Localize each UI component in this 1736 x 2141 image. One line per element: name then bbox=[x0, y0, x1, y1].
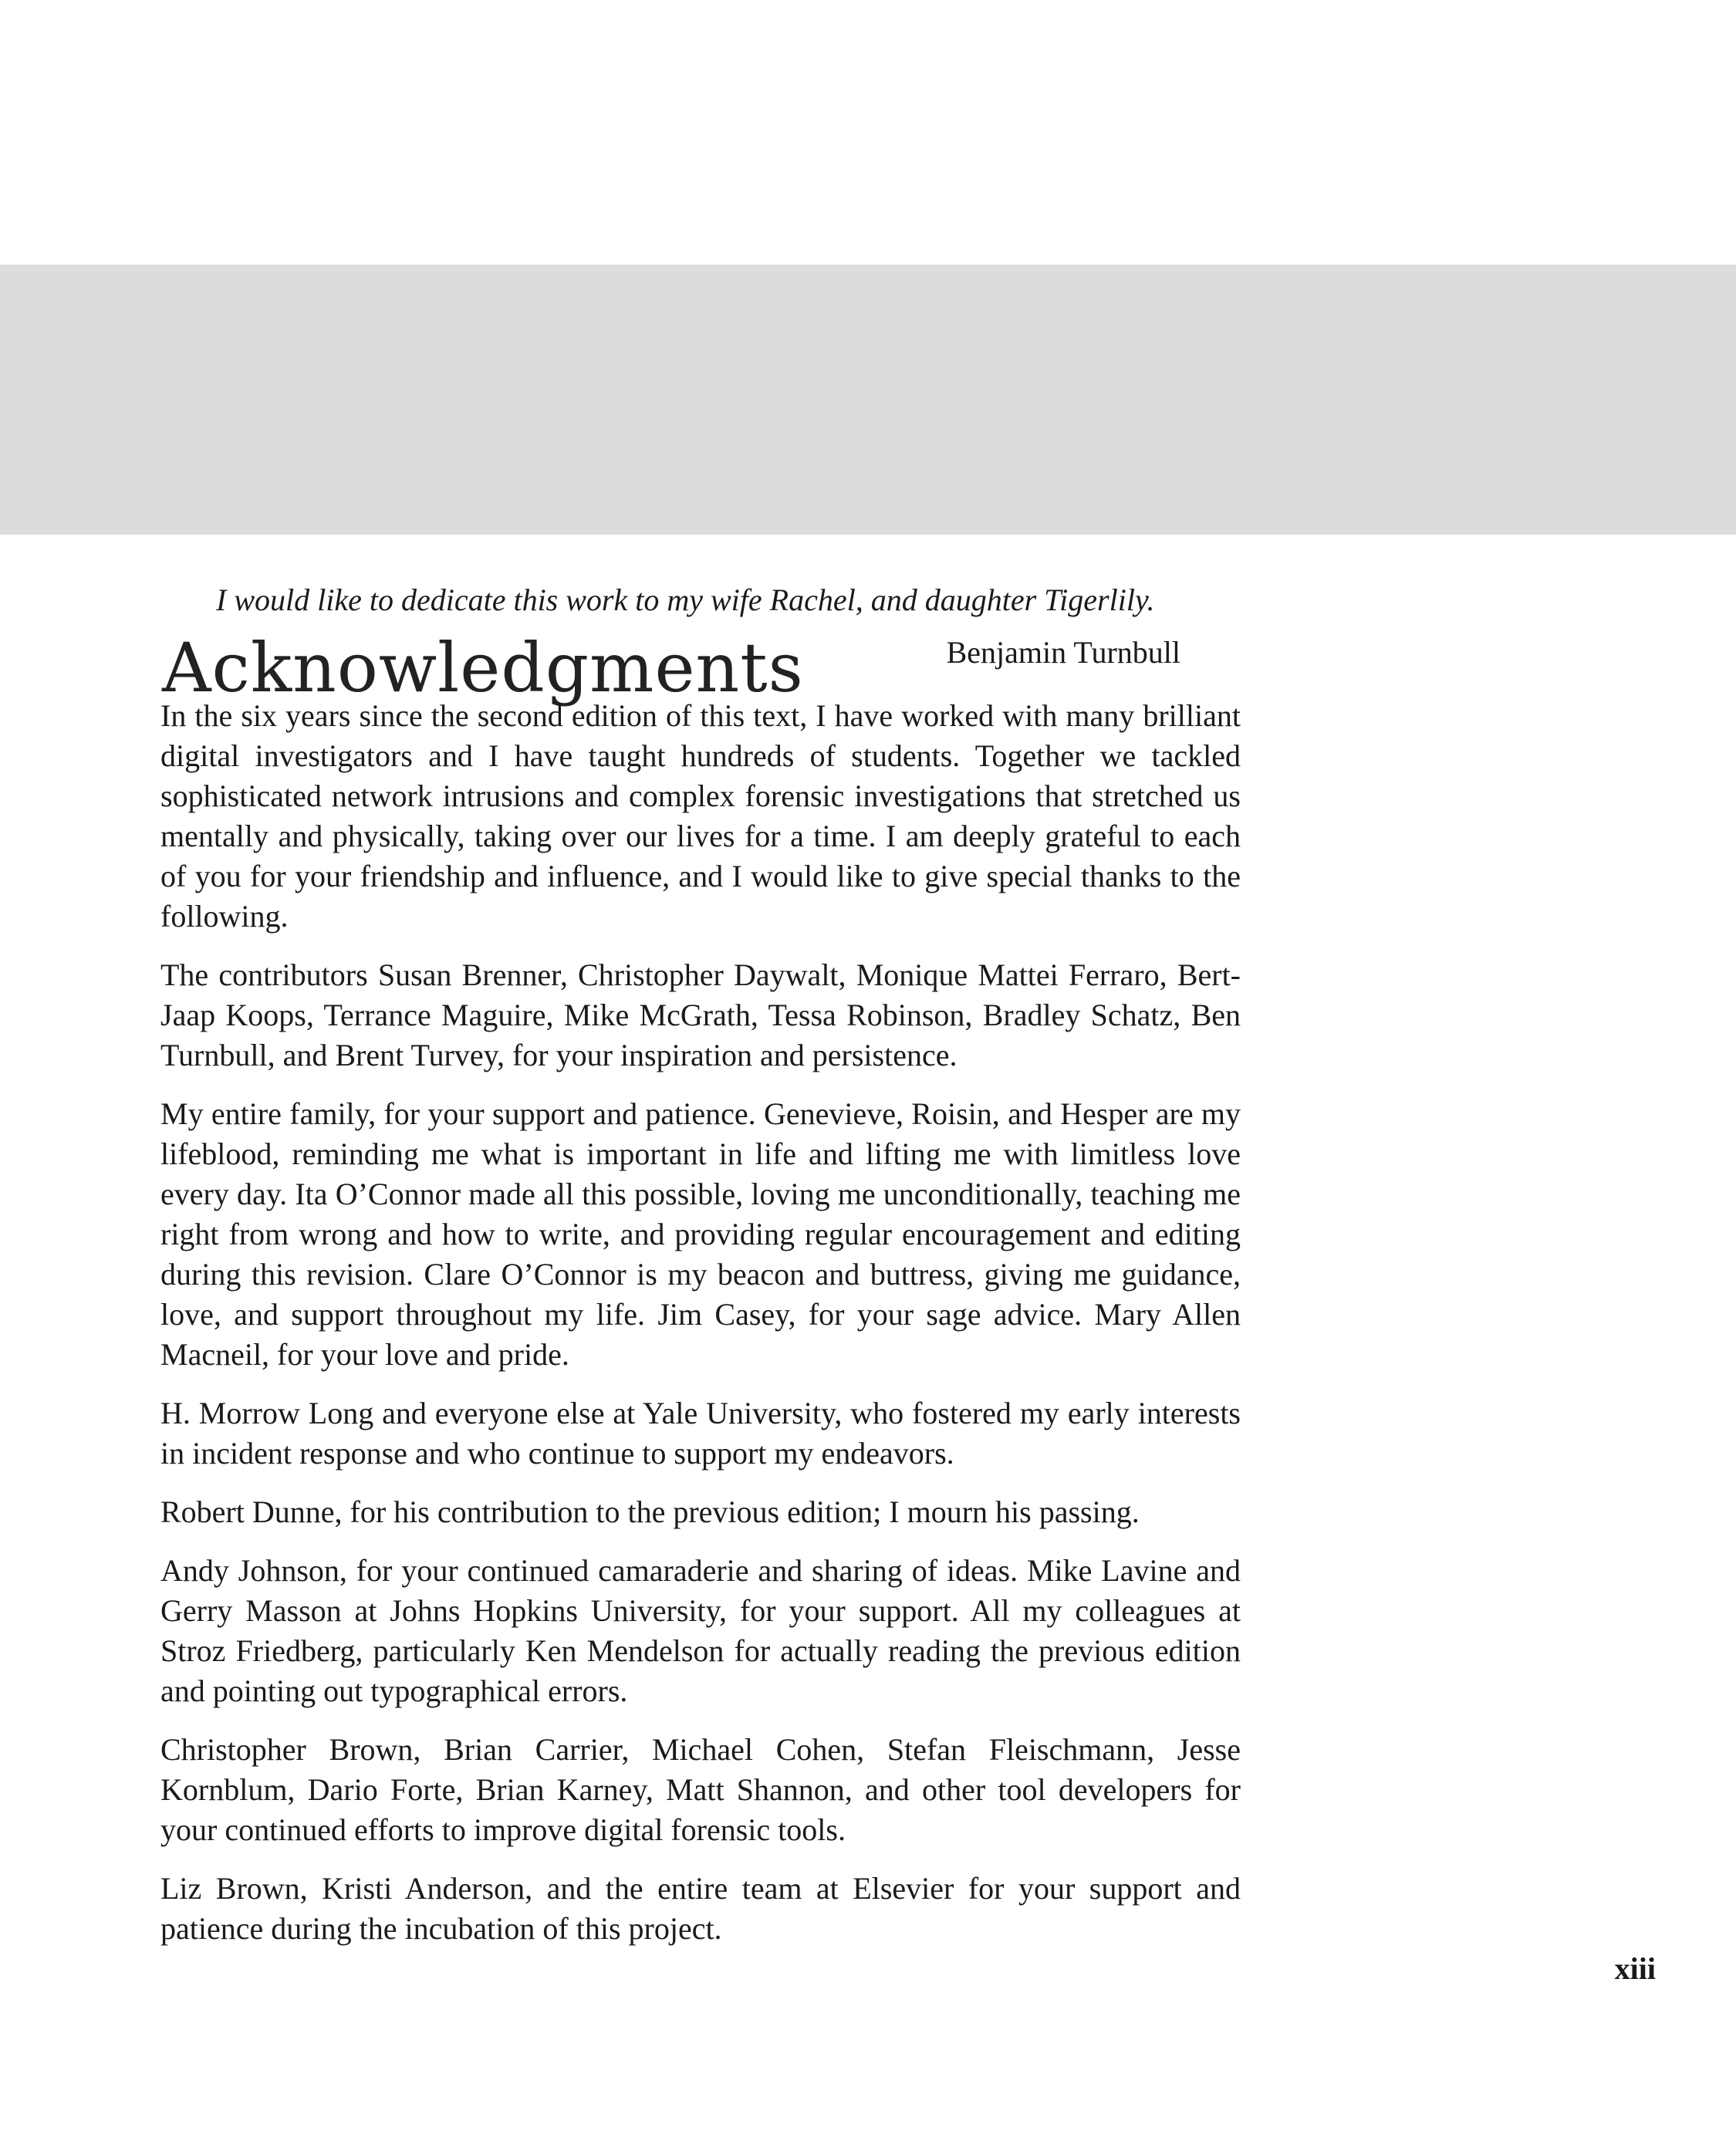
dedication-text: I would like to dedicate this work to my wife Rachel, and daughter Tigerlily. bbox=[216, 583, 1155, 617]
page-number: xiii bbox=[1614, 1951, 1656, 1986]
paragraph-elsevier: Liz Brown, Kristi Anderson, and the entire team at Elsevier for your support and patience during the incubation of this project. bbox=[160, 1871, 1241, 1946]
page-body bbox=[160, 580, 1241, 1949]
paragraph-contributors: The contributors Susan Brenner, Christopher Daywalt, Monique Mattei Ferraro, Bert-Jaap Koops, Terrance Maguire, Mike McGrath, Tessa Robinson, Bradley Schatz, Ben Turnbull, and Brent Turvey, for your inspiration and persistence. bbox=[160, 957, 1241, 1072]
chapter-title: Acknowledgments bbox=[162, 628, 804, 707]
paragraph-robert-dunne: Robert Dunne, for his contribution to the previous edition; I mourn his passing. bbox=[160, 1494, 1140, 1529]
paragraph-intro: In the six years since the second edition of this text, I have worked with many brilliant digital investigators and I have taught hundreds of students. Together we tackled sophisticated network intrusions and complex forensic investigations that stretched us mentally and physically, taking over our lives for a time. I am deeply grateful to each of you for your friendship and influence, and I would like to give special thanks to the following. bbox=[160, 698, 1241, 934]
paragraph-tool-developers: Christopher Brown, Brian Carrier, Michael Cohen, Stefan Fleischmann, Jesse Kornblum, Dario Forte, Brian Karney, Matt Shannon, and other tool developers for your continued efforts to improve digital forensic tools. bbox=[160, 1732, 1241, 1847]
paragraph-yale: H. Morrow Long and everyone else at Yale University, who fostered my early interests in incident response and who continue to support my endeavors. bbox=[160, 1396, 1241, 1471]
paragraph-family: My entire family, for your support and patience. Genevieve, Roisin, and Hesper are my lifeblood, reminding me what is important in life and lifting me with limitless love every day. Ita O’Connor made all this possible, loving me unconditionally, teaching me right from wrong and how to write, and providing regular encouragement and editing during this revision. Clare O’Connor is my beacon and buttress, giving me guidance, love, and support throughout my life. Jim Casey, for your sage advice. Mary Allen Macneil, for your love and pride. bbox=[160, 1096, 1241, 1372]
dedication-author: Benjamin Turnbull bbox=[946, 635, 1180, 670]
paragraph-colleagues: Andy Johnson, for your continued camaraderie and sharing of ideas. Mike Lavine and Gerry Masson at Johns Hopkins University, for your support. All my colleagues at Stroz Friedberg, particularly Ken Mendelson for actually reading the previous edition and pointing out typographical errors. bbox=[160, 1553, 1241, 1708]
